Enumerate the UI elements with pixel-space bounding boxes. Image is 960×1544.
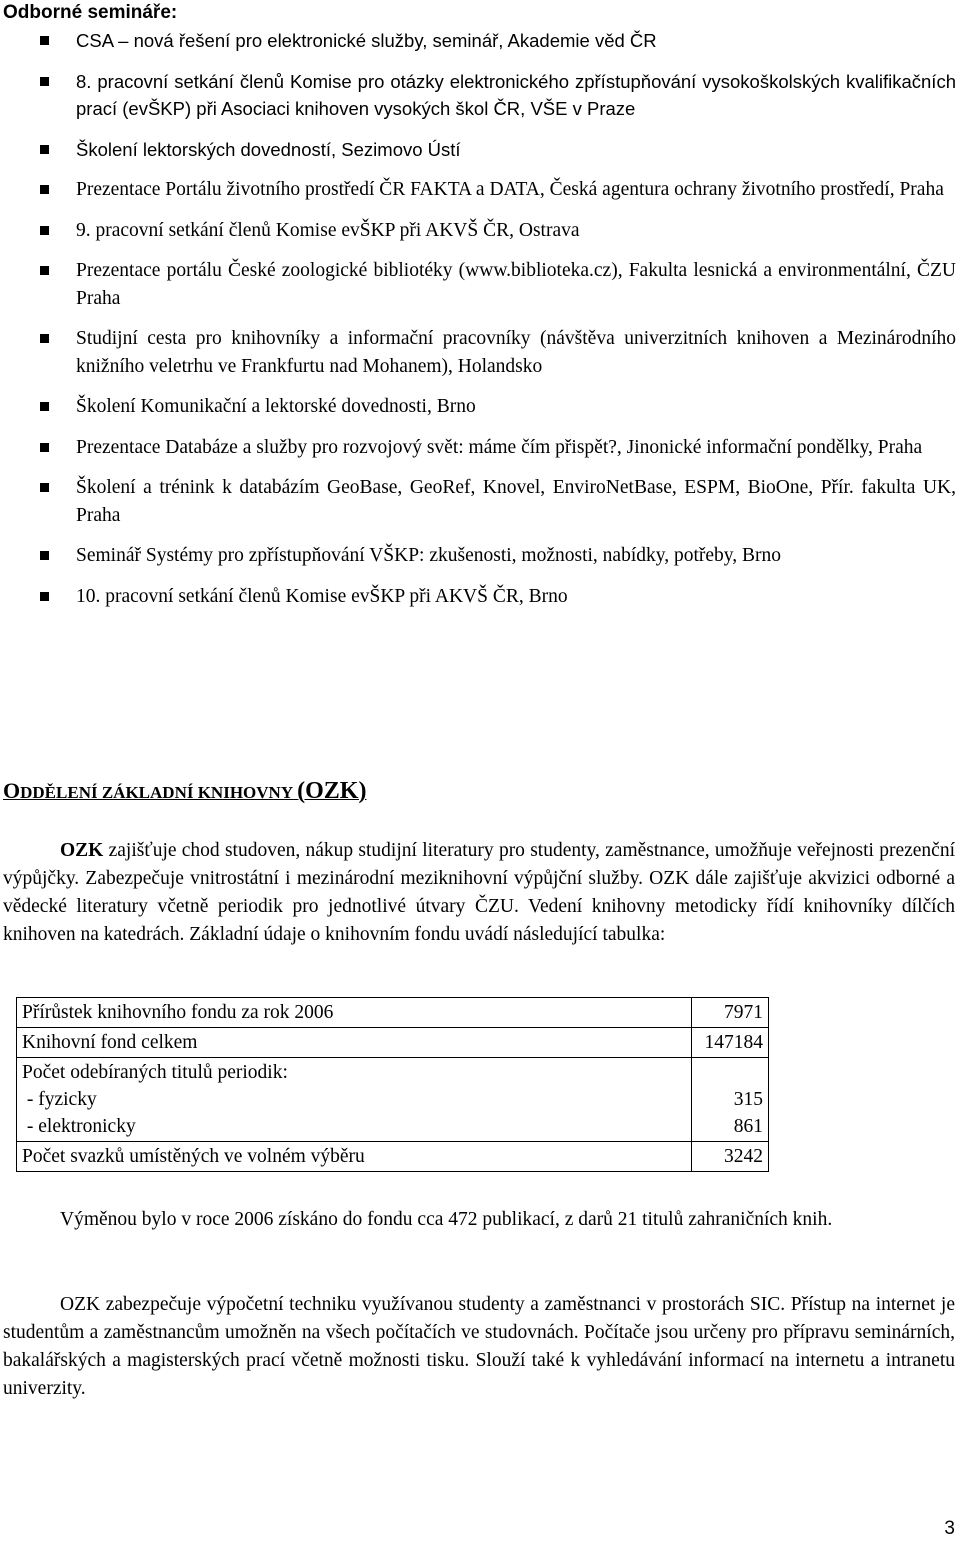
seminar-list [0,27,960,623]
table-cell-label: Přírůstek knihovního fondu za rok 2006 [17,998,692,1028]
bullet-icon [40,145,49,154]
bullet-icon [40,443,49,452]
table-row [17,1142,769,1172]
computers-paragraph: OZK zabezpečuje výpočetní techniku využívanou studenty a zaměstnanci v prostorách SIC. Přístup na internet je studentům a zaměstnancům umožněn na všech počítačích ve studovnách. Počítače jsou určeny pro přípravu seminárních, bakalářských a magisterských prací včetně možnosti tisku. Slouží také k vyhledávání informací na internetu a intranetu univerzity. [3,1294,955,1399]
table-row [17,998,769,1028]
section-title: ODDĚLENÍ ZÁKLADNÍ KNIHOVNY (OZK) [3,778,367,804]
table-cell-value: 7971 [692,998,769,1028]
fund-table [16,997,769,1172]
bullet-icon [40,334,49,343]
list-item: Seminář Systémy pro zpřístupňování VŠKP: zkušenosti, možnosti, nabídky, potřeby, Brno [0,542,960,570]
seminars-heading: Odborné semináře: [3,2,178,23]
list-item: Prezentace Databáze a služby pro rozvojový svět: máme čím přispět?, Jinonické informační pondělky, Praha [0,434,960,462]
bullet-icon [40,402,49,411]
page-number: 3 [944,1518,955,1539]
table-row [17,1058,769,1142]
bullet-icon [40,77,49,86]
table-row [17,1028,769,1058]
bullet-icon [40,592,49,601]
bullet-icon [40,483,49,492]
table-cell-value: 315 861 [692,1058,769,1142]
list-item: Školení lektorských dovedností, Sezimovo Ústí [0,136,960,164]
list-item: CSA – nová řešení pro elektronické služby, seminář, Akademie věd ČR [0,27,960,55]
list-item: 8. pracovní setkání členů Komise pro otázky elektronického zpřístupňování vysokoškolských kvalifikačních prací (evŠKP) při Asociaci knihoven vysokých škol ČR, VŠE v Praze [0,68,960,123]
list-item: 10. pracovní setkání členů Komise evŠKP při AKVŠ ČR, Brno [0,583,960,611]
bullet-icon [40,226,49,235]
list-item: Prezentace portálu České zoologické bibliotéky (www.biblioteka.cz), Fakulta lesnická a environmentální, ČZU Praha [0,257,960,312]
bullet-icon [40,551,49,560]
table-cell-value: 3242 [692,1142,769,1172]
list-item: Prezentace Portálu životního prostředí ČR FAKTA a DATA, Česká agentura ochrany životního prostředí, Praha [0,176,960,204]
list-item: Školení Komunikační a lektorské dovednosti, Brno [0,393,960,421]
list-item: 9. pracovní setkání členů Komise evŠKP při AKVŠ ČR, Ostrava [0,217,960,245]
exchange-paragraph: Výměnou bylo v roce 2006 získáno do fondu cca 472 publikací, z darů 21 titulů zahraničních knih. [60,1209,833,1230]
bullet-icon [40,36,49,45]
intro-paragraph: OZK zajišťuje chod studoven, nákup studijní literatury pro studenty, zaměstnance, umožňuje veřejnosti prezenční výpůjčky. Zabezpečuje vnitrostátní i mezinárodní meziknihovní výpůjční služby. OZK dále zajišťuje akvizici odborné a vědecké literatury včetně periodik pro jednotlivé útvary ČZU. Vedení knihovny metodicky řídí knihovníky dílčích knihoven na katedrách. Základní údaje o knihovním fondu uvádí následující tabulka: [3,840,956,945]
list-item: Školení a trénink k databázím GeoBase, GeoRef, Knovel, EnviroNetBase, ESPM, BioOne, Přír. fakulta UK, Praha [0,474,960,529]
list-item: Studijní cesta pro knihovníky a informační pracovníky (návštěva univerzitních knihoven a Mezinárodního knižního veletrhu ve Frankfurtu nad Mohanem), Holandsko [0,325,960,380]
table-cell-label: Počet odebíraných titulů periodik: - fyzicky - elektronicky [17,1058,692,1142]
table-cell-label: Počet svazků umístěných ve volném výběru [17,1142,692,1172]
bullet-icon [40,185,49,194]
bullet-icon [40,266,49,275]
table-cell-value: 147184 [692,1028,769,1058]
table-cell-label: Knihovní fond celkem [17,1028,692,1058]
